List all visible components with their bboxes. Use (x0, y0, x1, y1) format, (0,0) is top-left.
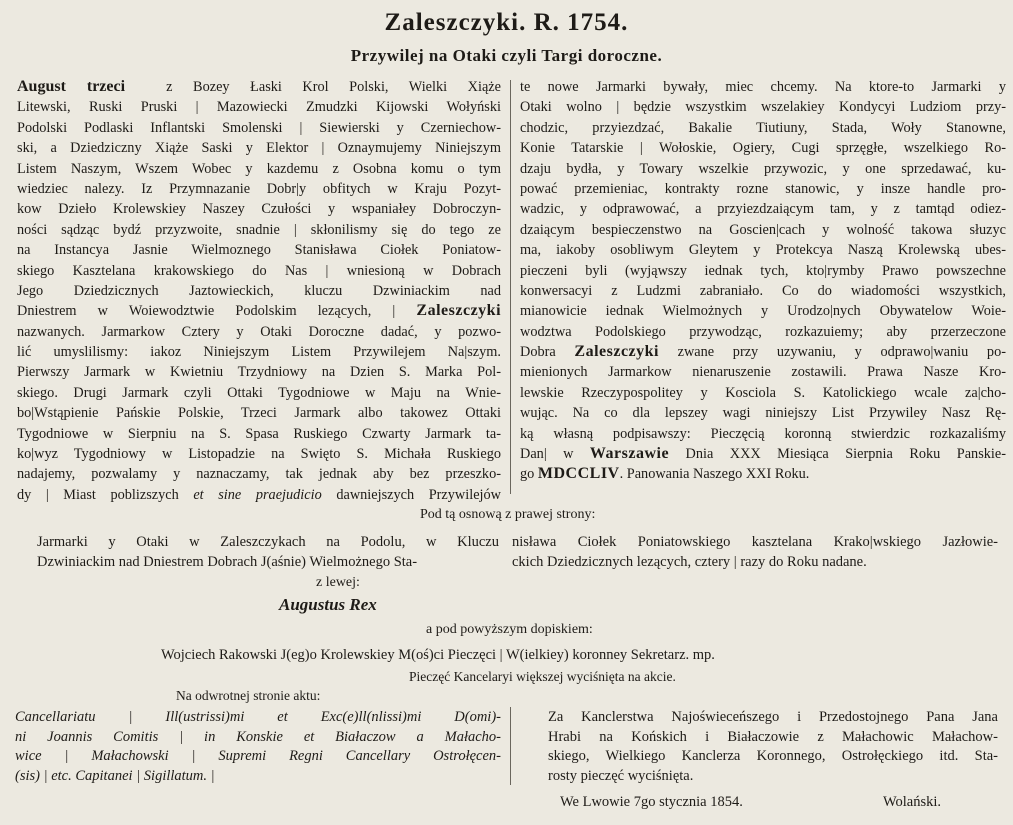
text-line: nisława Ciołek Poniatowskiego kasztelana Krako|wskiego Jazłowie- (512, 534, 998, 550)
privilege-right-column (520, 77, 1006, 485)
text-line: August trzeci z Bozey Łaski Krol Polski, Wielki Xiąże (17, 78, 501, 95)
text-line: skiego Kasztelana krakowskiego do Nas | wniesioną w Dobrach (17, 262, 501, 279)
opening-name: August trzeci (17, 78, 126, 95)
text-line: go MDCCLIV. Panowania Naszego XXI Roku. (520, 465, 810, 483)
note-right-side: Pod tą osnową z prawej strony: (420, 507, 596, 522)
text-line: dy | Miast poblizszych et sine praejudicio dawniejszych Przywilejów (17, 486, 501, 503)
text-line: ni Joannis Comitis | in Konskie et Białaczow a Małacho- (15, 728, 501, 745)
text-line: skiego, Wielkiego Kanclerza Koronnego, Ostrołęckiego itd. Sta- (548, 748, 998, 764)
text-line: Cancellariatu | Ill(ustrissi)mi et Exc(e)ll(nlissi)mi D(omi)- (15, 709, 501, 725)
place-name: Zaleszczyki (416, 302, 501, 320)
text-line: kow Dzieło Krolewskiey Naszey Czułości y wspaniałey Dobroczyn- (17, 201, 501, 218)
text-line: Otaki wolno | będzie wszystkim wszelakiey Kondycyi Ludziom przy- (520, 99, 1006, 116)
text-line: te nowe Jarmarki bywały, miec chcemy. Na ktore-to Jarmarki y (520, 79, 1006, 95)
column-divider (510, 707, 511, 785)
text-line: Dan| w Warszawie Dnia XXX Miesiąca Sierpnia Roku Panskie- (520, 445, 1006, 463)
text-line: pieczeni byli (wyjąwszy iednak tych, kto|rymby Prawo powszechne (520, 262, 1006, 279)
privilege-left-column (17, 77, 501, 505)
column-divider (510, 80, 511, 494)
text-line: ką własną podpisawszy: Pieczęcią koronną stwierdzic rozkazaliśmy (520, 425, 1006, 442)
text-line: Konie Tatarskie | Wołoskie, Ogiery, Cugi sprzęgłe, wszelkiego Ro- (520, 140, 1006, 157)
text-line: rosty pieczęć wyciśnięta. (548, 767, 694, 784)
text-line: mienionych Jarmarkow nienaruszenie zostawili. Prawa Nasze Kro- (520, 364, 1006, 381)
text-line: lić umyslilismy: iakoz Niniejszym Listem Przywilejem Na|szym. (17, 344, 501, 361)
note-left-side: z lewej: (316, 575, 360, 590)
text-line: konwersacyi z Ludzmi zabraniało. Co do wiadomości wszystkich, (520, 282, 1006, 299)
text-line: ności sądząc bydź przyzwoite, snadnie | skłonilismy się do tego ze (17, 221, 501, 238)
text-line: bo|Wstąpienie Pańskie Polskie, Trzeci Jarmark albo takowez Ottaki (17, 405, 501, 422)
latin-endorsement (15, 708, 501, 786)
text-line: mianowicie iednak Wielmożnych y Urodzo|nych Obywatelow Woie- (520, 303, 1006, 320)
text-line: wice | Małachowski | Supremi Regni Cancellary Ostrołęcen- (15, 748, 501, 764)
page-title: Zaleszczyki. R. 1754. (384, 9, 629, 36)
text-line: Jego Dziedzicznych Jaztowieckich, kluczu Dzwiniackim nad (17, 282, 501, 299)
text-line: dzaju bydła, y Towary wszelkie przywozic, y one sprzedawać, ku- (520, 160, 1006, 177)
text-line: pować przemieniac, kontrakty rozne stanowic, y insze handle pro- (520, 180, 1006, 197)
text-line: nadajemy, pozwalamy y naznaczamy, tak jednak aby bez przeszko- (17, 466, 501, 483)
secretary-signature: Wojciech Rakowski J(eg)o Krolewskiey M(oś)ci Pieczęci | W(ielkiey) koronney Sekretarz. mp. (161, 647, 715, 663)
text-line: Dobra Zaleszczyki zwane przy uzywaniu, y odprawo|waniu po- (520, 343, 1006, 361)
latin-phrase: et sine praejudicio (193, 486, 322, 503)
text-line: nazwanych. Jarmarkow Cztery y Otaki Doroczne dadać, y pozwo- (17, 323, 501, 340)
text-line: Dzwiniackim nad Dniestrem Dobrach J(aśnie) Wielmożnego Sta- (37, 553, 418, 570)
text-line: (sis) | etc. Capitanei | Sigillatum. | (15, 767, 215, 784)
text-line: lewskie Rzeczypospolitey y Kosciola S. Katolickiego wcale za|cho- (520, 384, 1006, 401)
place-name: Zaleszczyki (574, 343, 659, 361)
text-line: ckich Dziedzicznych lezących, cztery | razy do Roku nadane. (512, 553, 867, 570)
note-reverse: Na odwrotnej stronie aktu: (176, 688, 321, 703)
text-line: Jarmarki y Otaki w Zaleszczykach na Podolu, w Kluczu (37, 534, 499, 550)
text-line: na Instancya Jasnie Wielmoznego Stanisława Ciołek Poniatow- (17, 242, 501, 259)
text-line: Pierwszy Jarmark w Kwietniu Trzydniowy na Dzien S. Marka Pol- (17, 364, 501, 381)
text-line: wując. Na co dla lepszey wagi niniejszy List Przywiley Nasz Rę- (520, 405, 1006, 422)
text-line: Podolski Podlaski Inflantski Smolenski | Siewierski y Czerniechow- (17, 119, 501, 136)
page-subtitle: Przywilej na Otaki czyli Targi doroczne. (350, 46, 663, 65)
text-line: dzaiącym bespieczenstwo na Goscien|cach y wolność takowa słuzyc (520, 221, 1006, 238)
text-line: skiego. Drugi Jarmark czyli Ottaki Tygodniowe w Maju na Wnie- (17, 384, 501, 401)
jarmarki-left-text (37, 533, 499, 572)
text-line: ma, iakoby osobliwym Gleytem y Protekcya Naszą Krolewską ubes- (520, 242, 1006, 259)
date-place: We Lwowie 7go stycznia 1854. (560, 794, 743, 810)
text-line: Za Kanclerstwa Najoświeceńszego i Przedostojnego Pana Jana (548, 709, 998, 725)
text-line: Listem Naszym, Wszem Wobec y kazdemu z Osobna komu o tym (17, 160, 501, 177)
text-line: wadzic, y odprawować, a przyiezdzaiącym tam, y z tamtąd odiez- (520, 201, 1006, 218)
text-line: chodzic, przyiezdzać, Bakalie Tiutiuny, Stada, Woły Stanowne, (520, 119, 1006, 136)
jarmarki-right-text (512, 533, 998, 572)
text-line: Tygodniowe w Sierpniu na S. Spasa Ruskiego Czwarty Jarmark ta- (17, 425, 501, 442)
author-name: Wolański. (883, 794, 942, 810)
note-below: a pod powyższym dopiskiem: (426, 622, 593, 637)
city-name: Warszawie (589, 445, 670, 463)
note-seal: Pieczęć Kancelaryi większej wyciśnięta na akcie. (409, 669, 676, 684)
text-line: Dniestrem w Woiewodztwie Podolskim lezących, | Zaleszczyki (17, 302, 501, 320)
text-line: ko|wyz Tygodniowy w Listopadzie na Swięto S. Michała Ruskiego (17, 446, 501, 463)
text-line: ski, a Dziedziczny Xiąże Saski y Elektor | Oznaymujemy Niniejszym (17, 140, 501, 157)
text-line: wiedziec nalezy. Iz Przymnazanie Dobr|y obfitych w Kraju Pozyt- (17, 180, 501, 197)
text-line: wodztwa Podolskiego przywodząc, rozkazuiemy; aby przerzeczone (520, 323, 1006, 340)
polish-endorsement (548, 708, 998, 786)
year-roman: MDCCLIV (537, 465, 620, 483)
text-line: Hrabi na Końskich i Białaczowie z Małachowic Małachow- (548, 728, 998, 745)
royal-signature: Augustus Rex (279, 595, 377, 614)
text-line: Litewski, Ruski Pruski | Mazowiecki Zmudzki Kijowski Wołyński (17, 99, 501, 116)
